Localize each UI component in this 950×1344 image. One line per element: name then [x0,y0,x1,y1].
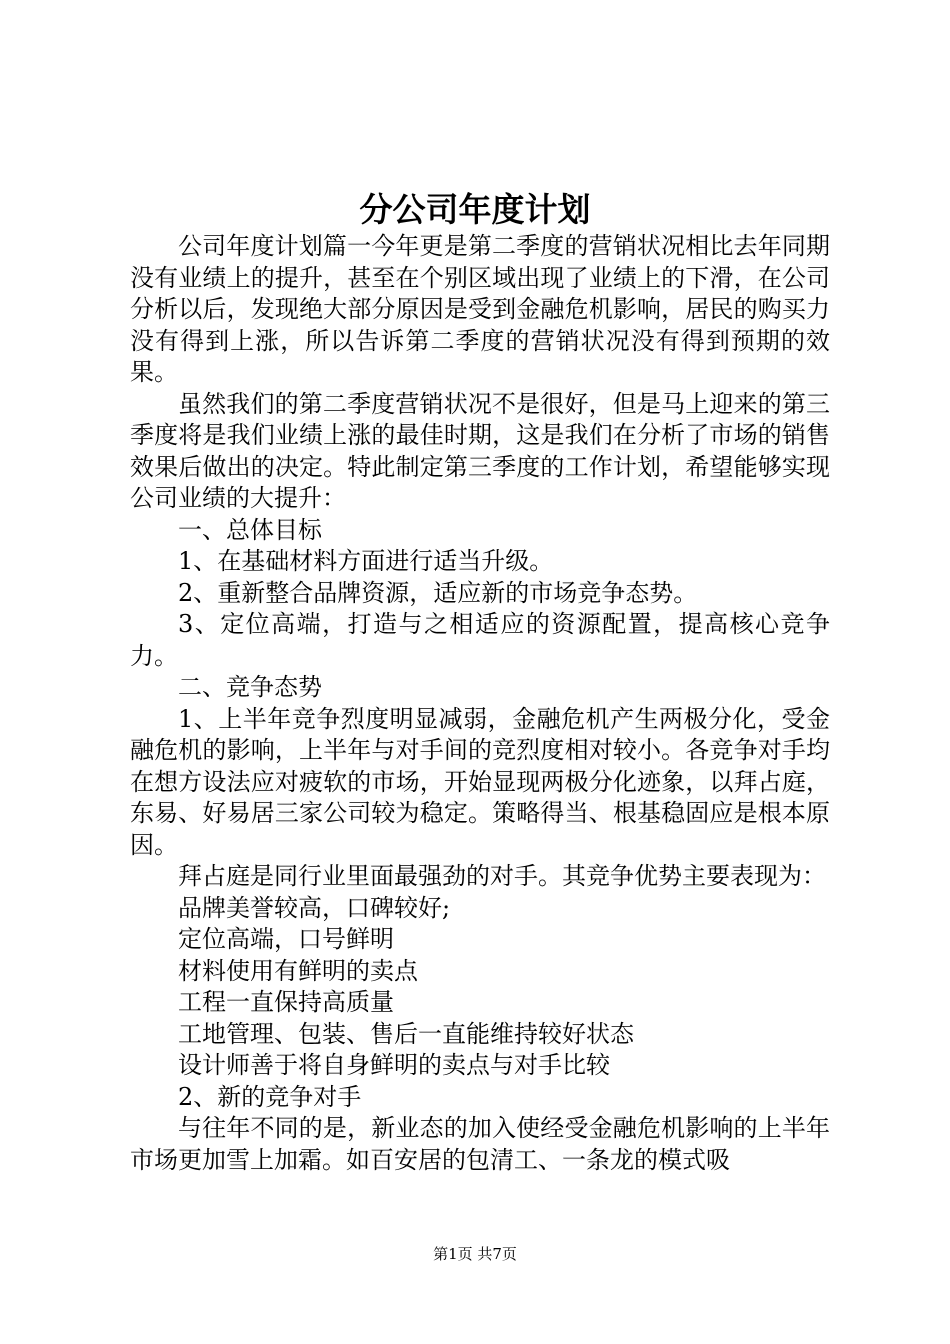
section-heading: 一、总体目标 [178,515,322,544]
section-heading: 二、竞争态势 [178,673,322,701]
list-item: 材料使用有鲜明的卖点 [178,956,418,985]
list-item: 设计师善于将自身鲜明的卖点与对手比较 [178,1051,610,1079]
list-item: 3、定位高端，打造与之相适应的资源配置，提高核心竞争力。 [130,610,830,670]
list-item: 品牌美誉较高，口碑较好; [178,893,451,922]
list-item: 工程一直保持高质量 [178,988,394,1016]
page-footer: 第1页 共7页 [433,1245,517,1263]
section-heading: 2、新的竞争对手 [178,1082,362,1111]
paragraph: 拜占庭是同行业里面最强劲的对手。其竞争优势主要表现为： [178,862,826,890]
paragraph: 与往年不同的是，新业态的加入使经受金融危机影响的上半年市场更加雪上加霜。如百安居的包清工、一条龙的模式吸 [130,1114,830,1174]
paragraph: 公司年度计划篇一今年更是第二季度的营销状况相比去年同期没有业绩上的提升，甚至在个别区域出现了业绩上的下滑，在公司分析以后，发现绝大部分原因是受到金融危机影响，居民的购买力没有得到上涨，所以告诉第二季度的营销状况没有得到预期的效果。 [130,232,830,386]
list-item: 工地管理、包装、售后一直能维持较好状态 [178,1019,634,1048]
document-body [130,231,830,1176]
document-title: 分公司年度计划 [359,190,591,229]
paragraph: 虽然我们的第二季度营销状况不是很好，但是马上迎来的第三季度将是我们业绩上涨的最佳时期，这是我们在分析了市场的销售效果后做出的决定。特此制定第三季度的工作计划，希望能够实现公司业绩的大提升： [130,389,830,512]
list-item: 2、重新整合品牌资源，适应新的市场竞争态势。 [178,578,698,607]
list-item: 1、在基础材料方面进行适当升级。 [178,547,554,575]
paragraph: 1、上半年竞争烈度明显减弱，金融危机产生两极分化，受金融危机的影响，上半年与对手间的竞烈度相对较小。各竞争对手均在想方设法应对疲软的市场，开始显现两极分化迹象，以拜占庭，东易、好易居三家公司较为稳定。策略得当、根基稳固应是根本原因。 [130,704,830,859]
list-item: 定位高端，口号鲜明 [178,925,394,953]
